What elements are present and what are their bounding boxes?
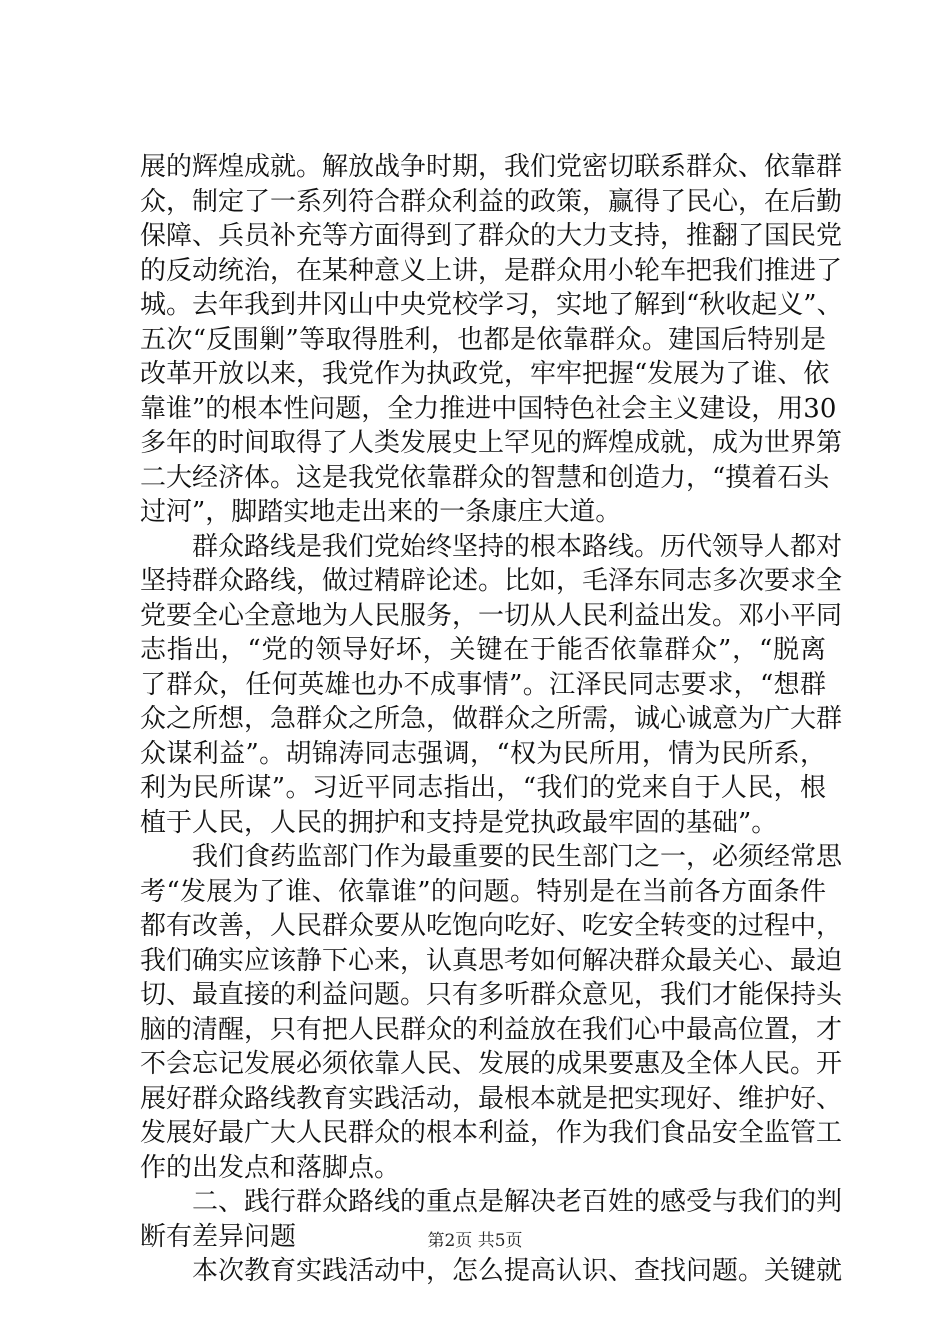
text-line: 作的出发点和落脚点。 <box>140 1152 401 1183</box>
text-line: 多年的时间取得了人类发展史上罕见的辉煌成就，成为世界第 <box>140 428 843 458</box>
text-line: 众，制定了一系列符合群众利益的政策，赢得了民心，在后勤 <box>140 186 843 217</box>
text-line: 城。去年我到井冈山中央党校学习，实地了解到“秋收起义”、 <box>140 290 843 320</box>
text-line: 利为民所谋”。习近平同志指出，“我们的党来自于人民，根 <box>140 773 826 803</box>
text-line: 靠谁”的根本性问题，全力推进中国特色社会主义建设，用30 <box>140 393 837 424</box>
text-line: 发展好最广大人民群众的根本利益，作为我们食品安全监管工 <box>140 1118 843 1148</box>
text-line: 五次“反围剿”等取得胜利，也都是依靠群众。建国后特别是 <box>140 324 826 355</box>
text-line: 了群众，任何英雄也办不成事情”。江泽民同志要求，“想群 <box>140 669 826 700</box>
text-line: 党要全心全意地为人民服务，一切从人民利益出发。邓小平同 <box>140 600 843 631</box>
paragraph-start-line: 群众路线是我们党始终坚持的根本路线。历代领导人都对 <box>192 531 843 562</box>
text-line: 不会忘记发展必须依靠人民、发展的成果要惠及全体人民。开 <box>140 1049 843 1079</box>
text-line: 切、最直接的利益问题。只有多听群众意见，我们才能保持头 <box>140 980 843 1010</box>
text-line: 众谋利益”。胡锦涛同志强调，“权为民所用，情为民所系， <box>140 738 826 769</box>
text-line: 志指出，“党的领导好坏，关键在于能否依靠群众”，“脱离 <box>140 635 826 665</box>
text-line: 过河”，脚踏实地走出来的一条康庄大道。 <box>140 497 622 527</box>
text-line: 二大经济体。这是我党依靠群众的智慧和创造力，“摸着石头 <box>140 462 830 493</box>
paragraph-start-line: 本次教育实践活动中，怎么提高认识、查找问题。关键就 <box>192 1256 843 1286</box>
text-line: 脑的清醒，只有把人民群众的利益放在我们心中最高位置，才 <box>140 1014 843 1045</box>
page-number-footer: 第2页 共5页 <box>427 1231 523 1251</box>
text-line: 展的辉煌成就。解放战争时期，我们党密切联系群众、依靠群 <box>140 152 843 182</box>
section-heading-line: 二、践行群众路线的重点是解决老百姓的感受与我们的判 <box>192 1187 843 1217</box>
section-heading-line: 断有差异问题 <box>140 1221 297 1252</box>
text-line: 坚持群众路线，做过精辟论述。比如，毛泽东同志多次要求全 <box>140 566 843 596</box>
text-line: 我们确实应该静下心来，认真思考如何解决群众最关心、最迫 <box>140 945 843 976</box>
text-line: 的反动统治，在某种意义上讲，是群众用小轮车把我们推进了 <box>140 255 843 286</box>
text-line: 考“发展为了谁、依靠谁”的问题。特别是在当前各方面条件 <box>140 876 826 907</box>
text-line: 改革开放以来，我党作为执政党，牢牢把握“发展为了谁、依 <box>140 359 830 389</box>
text-line: 植于人民，人民的拥护和支持是党执政最牢固的基础”。 <box>140 807 778 838</box>
text-line: 保障、兵员补充等方面得到了群众的大力支持，推翻了国民党 <box>140 221 843 251</box>
text-line: 都有改善，人民群众要从吃饱向吃好、吃安全转变的过程中， <box>140 911 843 941</box>
paragraph-start-line: 我们食药监部门作为最重要的民生部门之一，必须经常思 <box>192 842 843 872</box>
text-line: 展好群众路线教育实践活动，最根本就是把实现好、维护好、 <box>140 1083 843 1114</box>
text-line: 众之所想，急群众之所急，做群众之所需，诚心诚意为广大群 <box>140 704 843 734</box>
document-body <box>140 150 843 1289</box>
